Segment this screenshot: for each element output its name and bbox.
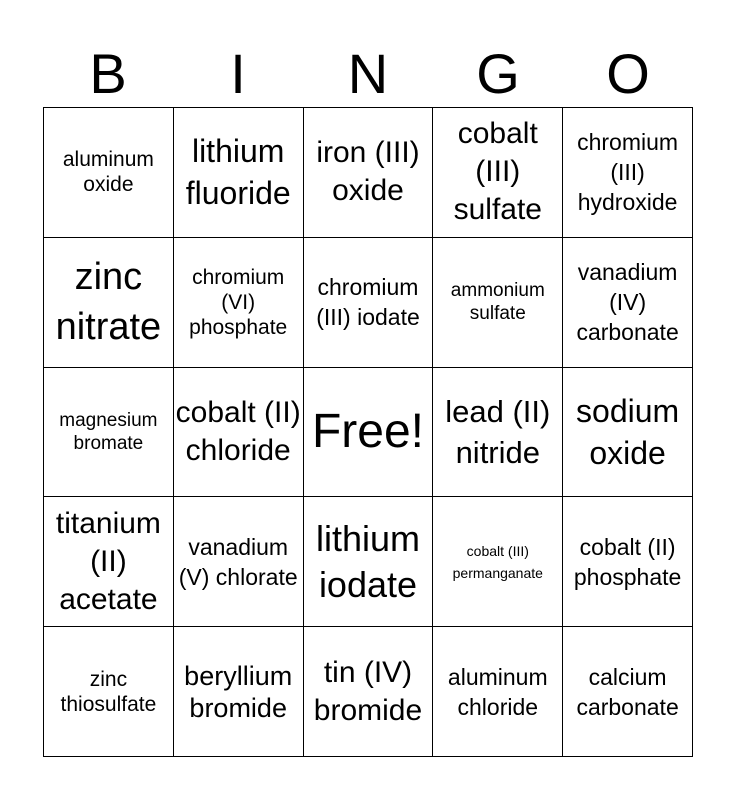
header-letter-i: I (230, 42, 246, 105)
bingo-cell[interactable] (563, 368, 693, 498)
bingo-cell[interactable] (304, 627, 434, 757)
bingo-cell[interactable] (304, 497, 434, 627)
bingo-cell[interactable] (44, 108, 174, 238)
bingo-cell[interactable] (174, 108, 304, 238)
bingo-cell[interactable] (433, 627, 563, 757)
bingo-cell[interactable] (563, 497, 693, 627)
cell-label: ammonium sulfate (450, 280, 545, 325)
bingo-cell[interactable] (174, 497, 304, 627)
cell-label: magnesium bromate (59, 409, 158, 454)
header-letter-n: N (347, 42, 389, 105)
cell-label: chromium (VI) phosphate (189, 265, 288, 339)
header-letter-g: G (476, 42, 520, 105)
bingo-header (43, 42, 693, 106)
cell-label: aluminum oxide (62, 148, 154, 197)
cell-label: zinc thiosulfate (60, 667, 157, 716)
bingo-cell[interactable] (433, 108, 563, 238)
cell-label: vanadium (V) chlorate (178, 533, 298, 590)
bingo-cell[interactable] (433, 497, 563, 627)
bingo-cell[interactable] (433, 368, 563, 498)
cell-label: vanadium (IV) carbonate (576, 259, 679, 346)
cell-label: cobalt (III) permanganate (452, 542, 543, 581)
bingo-cell[interactable] (44, 238, 174, 368)
cell-label: sodium oxide (576, 392, 680, 471)
bingo-cell[interactable] (433, 238, 563, 368)
cell-label: aluminum chloride (447, 663, 548, 720)
cell-label: lead (II) nitride (445, 393, 551, 470)
bingo-cell[interactable] (44, 497, 174, 627)
bingo-grid (43, 107, 693, 757)
cell-label: cobalt (II) chloride (175, 395, 301, 467)
bingo-cell[interactable] (563, 238, 693, 368)
header-letter-o: O (606, 42, 650, 105)
cell-label: cobalt (II) phosphate (573, 533, 682, 590)
cell-label: calcium carbonate (576, 663, 679, 720)
bingo-cell[interactable] (174, 368, 304, 498)
cell-label: lithium fluoride (185, 133, 291, 212)
bingo-cell[interactable] (44, 627, 174, 757)
cell-label: chromium (III) iodate (316, 274, 420, 331)
cell-label: tin (IV) bromide (313, 655, 423, 727)
bingo-cell[interactable] (304, 238, 434, 368)
cell-label: titanium (II) acetate (55, 506, 161, 616)
bingo-cell[interactable] (563, 627, 693, 757)
cell-label: zinc nitrate (55, 256, 162, 349)
cell-label: lithium iodate (315, 517, 420, 605)
bingo-cell[interactable] (44, 368, 174, 498)
bingo-cell[interactable] (174, 238, 304, 368)
cell-label: iron (III) oxide (316, 136, 420, 208)
cell-label: beryllium bromide (184, 660, 293, 723)
cell-label: chromium (III) hydroxide (577, 129, 679, 216)
free-space[interactable] (304, 368, 434, 498)
header-letter-b: B (89, 42, 127, 105)
cell-label: cobalt (III) sulfate (453, 117, 542, 227)
bingo-cell[interactable] (174, 627, 304, 757)
bingo-cell[interactable] (304, 108, 434, 238)
bingo-cell[interactable] (563, 108, 693, 238)
free-label: Free! (311, 404, 424, 458)
